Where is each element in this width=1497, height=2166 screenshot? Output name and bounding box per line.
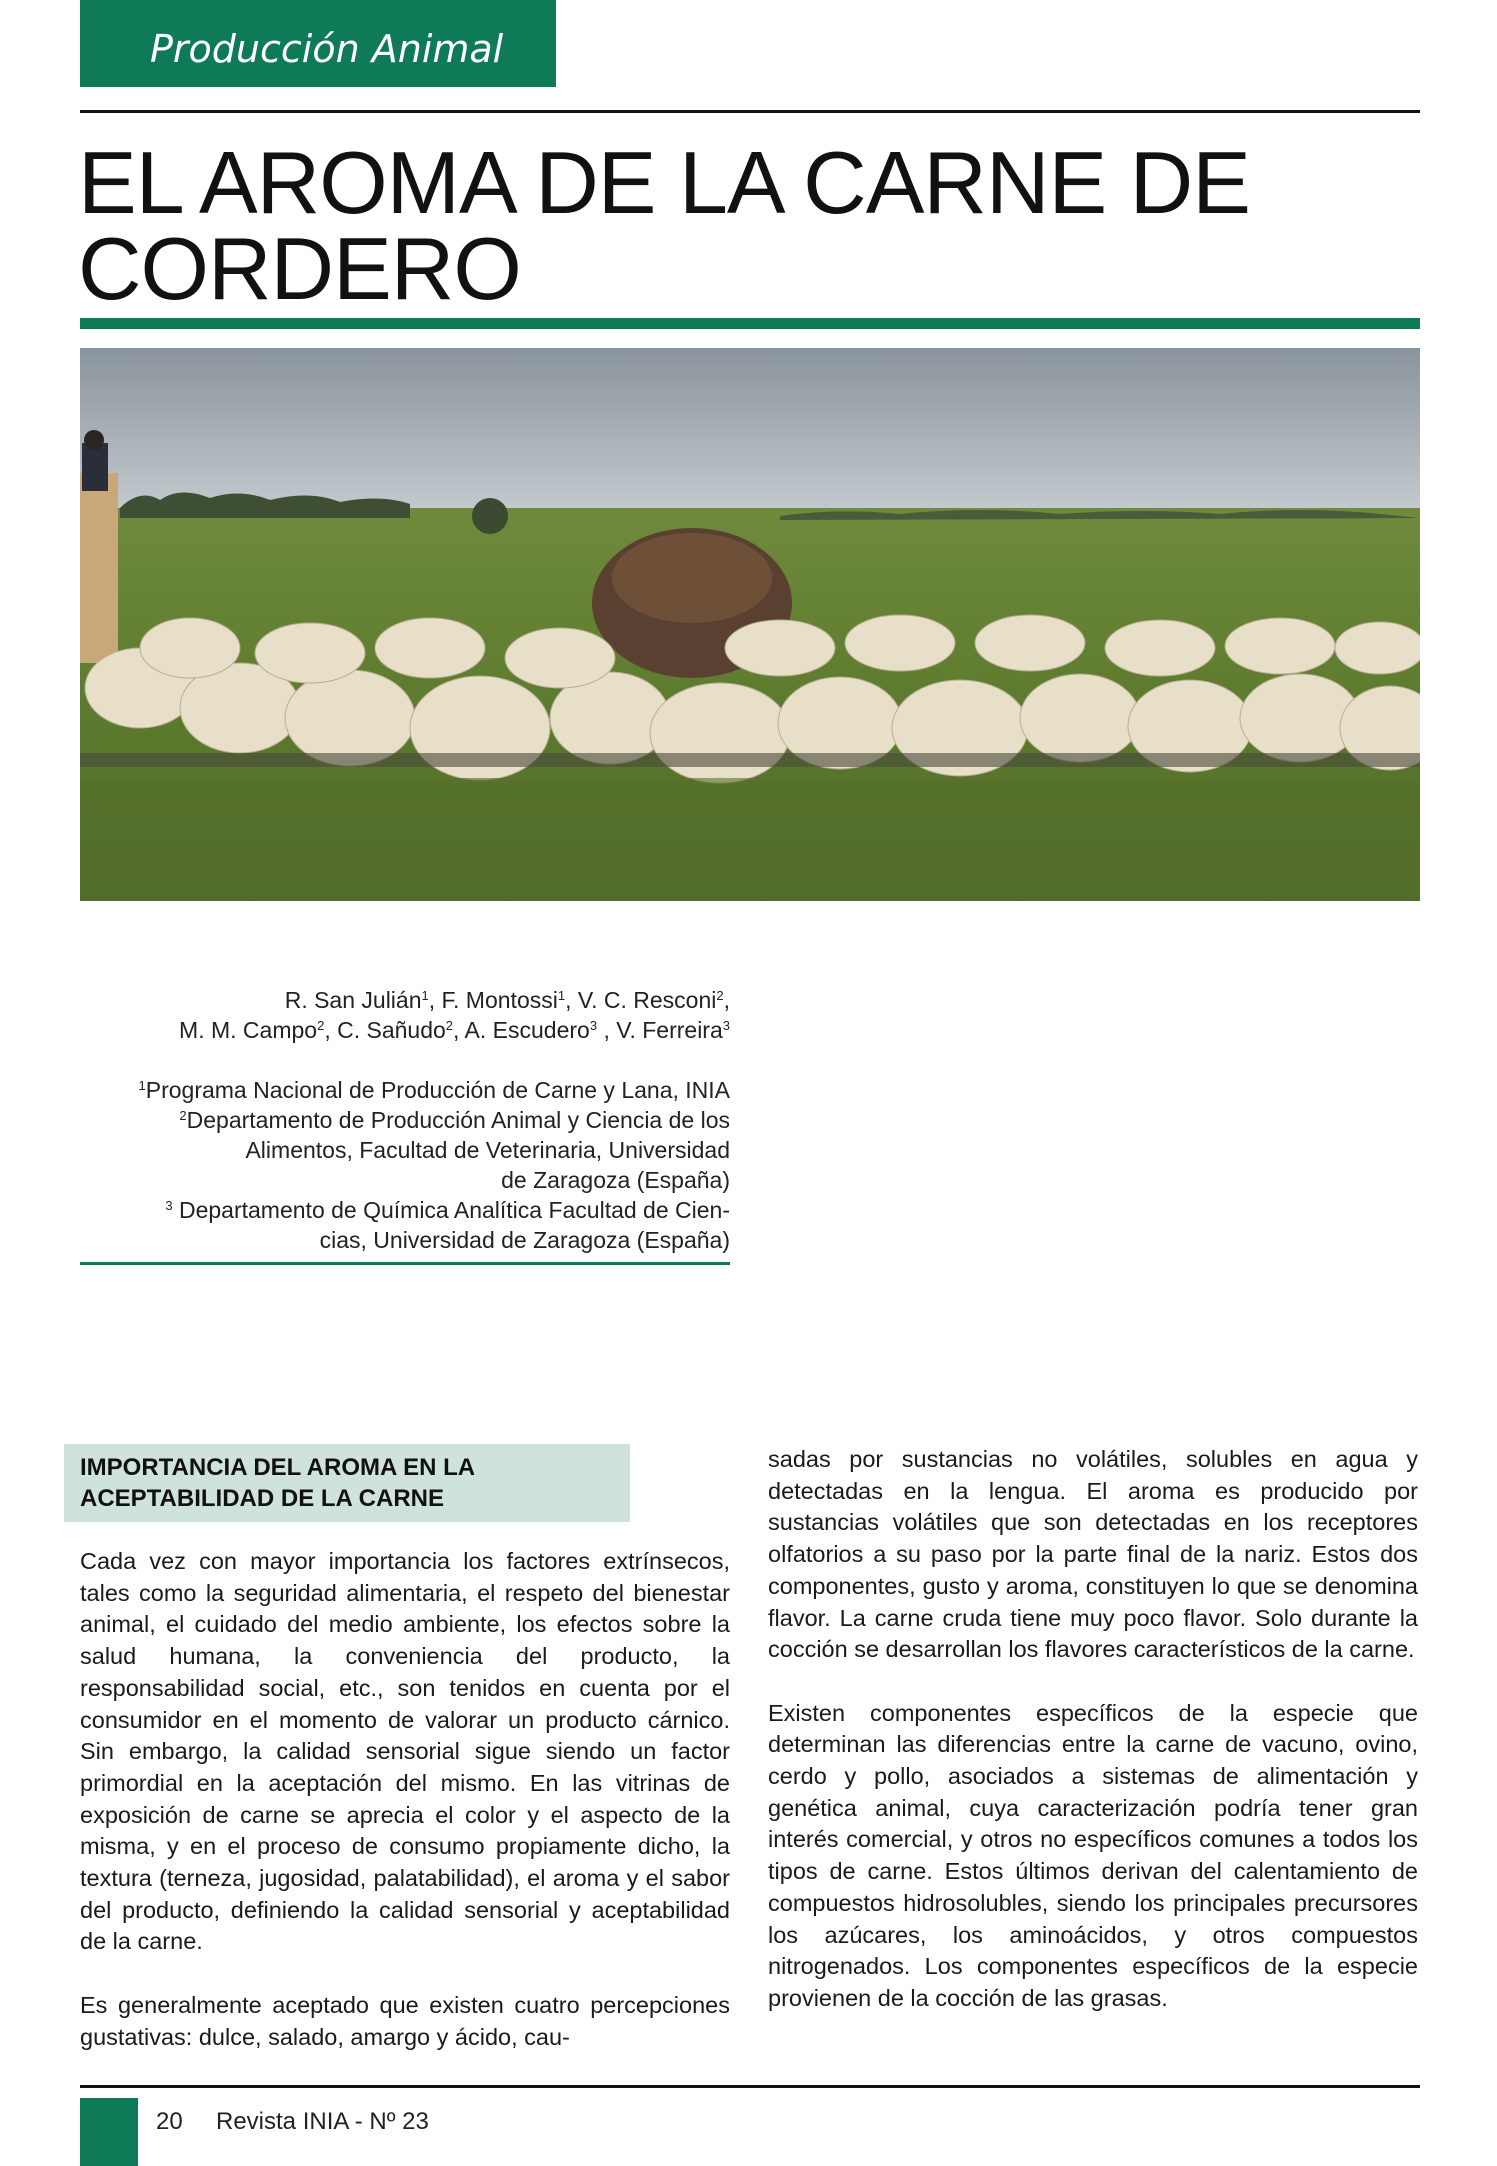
affil-text: Programa Nacional de Producción de Carne y Lana, INIA <box>145 1077 730 1103</box>
affil-text: Alimentos, Facultad de Veterinaria, Universidad <box>245 1137 730 1163</box>
title-line-2: CORDERO <box>78 219 521 318</box>
affil-number: 1 <box>138 1078 146 1093</box>
sheep-flock-photo <box>80 348 1420 901</box>
author-sup: 1 <box>421 988 429 1003</box>
author: , F. Montossi <box>428 987 558 1013</box>
author-sup: 3 <box>722 1018 730 1033</box>
author-sup: 2 <box>716 988 724 1003</box>
page-title <box>78 133 1418 318</box>
paragraph: Existen componentes específicos de la especie que determinan las diferencias entre la carne de vacuno, ovino, cerdo y pollo, asociados a sistemas de alimentación y genética animal, cuya caracterización podría tener gran interés comercial, y otros no específicos comunes a todos los tipos de carne. Estos últimos derivan del calentamiento de compuestos hidrosolubles, siendo los principales precursores los azúcares, los aminoácidos, y otros compuestos nitrogenados. Los componentes específicos de la especie provienen de la cocción de las grasas. <box>768 1699 1418 2011</box>
left-column <box>80 1444 730 2053</box>
affiliations <box>80 1075 730 1255</box>
affil-text: Departamento de Producción Animal y Ciencia de los <box>186 1107 730 1133</box>
paragraph: Es generalmente aceptado que existen cuatro percepciones gustativas: dulce, salado, amargo y ácido, cau- <box>80 1991 730 2050</box>
section-heading-line: IMPORTANCIA DEL AROMA EN LA <box>80 1454 476 1481</box>
paragraph: Cada vez con mayor importancia los factores extrínsecos, tales como la seguridad alimentaria, el respeto del bienestar animal, el cuidado del medio ambiente, los efectos sobre la salud humana, la conveniencia del producto, la responsabilidad social, etc., son tenidos en cuenta por el consumidor en el momento de valorar un producto cárnico. Sin embargo, la calidad sensorial sigue siendo un factor primordial en la aceptación del mismo. En las vitrinas de exposición de carne se aprecia el color y el aspecto de la misma, y en el proceso de consumo propiamente dicho, la textura (terneza, jugosidad, palatabilidad), el aroma y el sabor del producto, definiendo la calidad sensorial y aceptabilidad de la carne. <box>80 1548 730 1955</box>
author: , A. Escudero <box>453 1017 590 1043</box>
title-line-1: EL AROMA DE LA CARNE DE <box>78 133 1250 232</box>
author-sup: 2 <box>445 1018 454 1033</box>
author: M. M. Campo <box>179 1017 318 1043</box>
footer-block <box>80 2098 138 2166</box>
title-rule <box>80 318 1420 329</box>
author: R. San Julián <box>284 987 422 1013</box>
magazine-name: Revista INIA - Nº 23 <box>216 2108 429 2135</box>
section-tag: Producción Animal <box>80 0 556 87</box>
affil-text: cias, Universidad de Zaragoza (España) <box>319 1227 730 1253</box>
author: , C. Sañudo <box>324 1017 446 1043</box>
affil-number: 2 <box>179 1108 187 1123</box>
affiliation-rule <box>80 1262 730 1265</box>
affil-number: 3 <box>165 1198 173 1213</box>
page-number: 20 <box>156 2108 183 2135</box>
right-column <box>768 1444 1418 2015</box>
top-rule <box>80 110 1420 113</box>
section-heading-line: ACEPTABILIDAD DE LA CARNE <box>80 1485 444 1512</box>
author-sep: , <box>723 987 730 1013</box>
author-sup: 1 <box>557 988 566 1003</box>
author-list <box>80 985 730 1045</box>
author: , V. C. Resconi <box>565 987 717 1013</box>
affil-text: de Zaragoza (España) <box>501 1167 730 1193</box>
author-sup: 2 <box>317 1018 325 1033</box>
affil-text: Departamento de Química Analítica Facultad de Cien- <box>172 1197 730 1223</box>
paragraph: sadas por sustancias no volátiles, solubles en agua y detectadas en la lengua. El aroma es producido por sustancias volátiles que son detectadas en los receptores olfatorios a su paso por la parte final de la nariz. Estos dos componentes, gusto y aroma, constituyen lo que se denomina flavor. La carne cruda tiene muy poco flavor. Solo durante la cocción se desarrollan los flavores característicos de la carne. <box>768 1446 1418 1663</box>
footer-rule <box>80 2085 1420 2088</box>
author: , V. Ferreira <box>597 1017 723 1043</box>
author-sup: 3 <box>589 1018 598 1033</box>
